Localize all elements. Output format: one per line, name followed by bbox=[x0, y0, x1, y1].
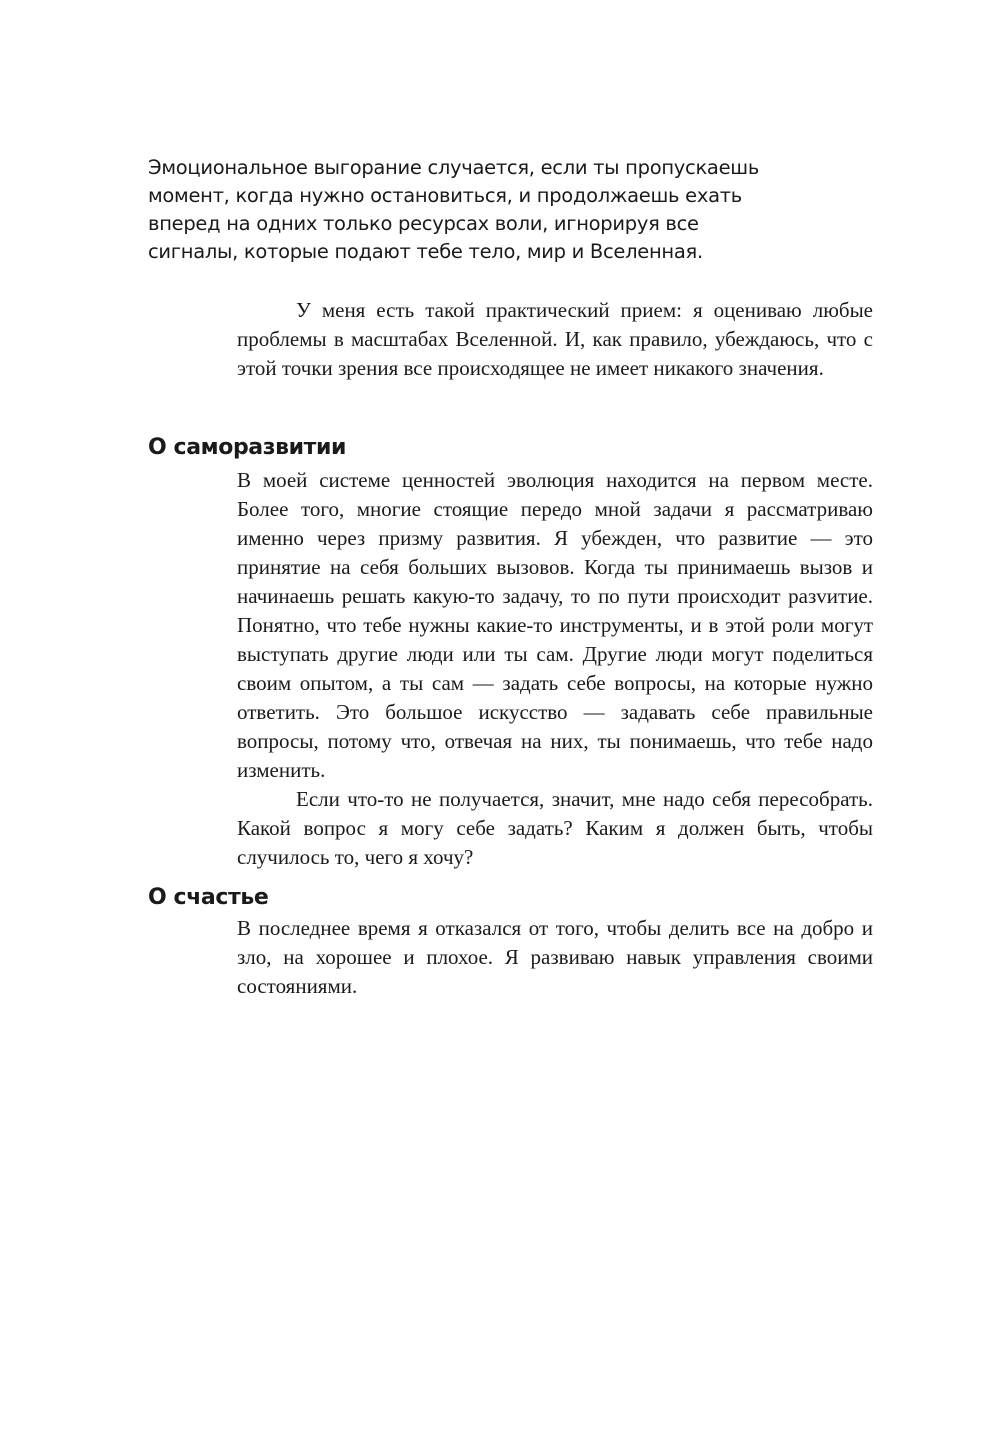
body-paragraph: В моей системе ценностей эволюция находится на первом месте. Более того, многие стоящие передо мной задачи я рассматриваю именно через призму развития. Я убежден, что развитие — это принятие на себя больших вызовов. Когда ты принимаешь вызов и начинаешь решать какую-то задачу, то по пути происходит разvитие. Понятно, что тебе нужны какие-то инструменты, и в этой роли могут выступать другие люди или ты сам. Другие люди могут поделиться своим опытом, а ты сам — задать себе вопросы, на которые нужно ответить. Это большое искусство — задавать себе правильные вопросы, потому что, отвечая на них, ты понимаешь, что тебе надо изменить. bbox=[237, 468, 873, 782]
intro-line: момент, когда нужно остановиться, и продолжаешь ехать bbox=[148, 184, 742, 207]
body-paragraph: В последнее время я отказался от того, чтобы делить все на добро и зло, на хорошее и плохое. Я развиваю навык управления своими состояниями. bbox=[237, 916, 873, 998]
intro-line: Эмоциональное выгорание случается, если ты пропускаешь bbox=[148, 156, 760, 179]
body-paragraph: Если что-то не получается, значит, мне надо себя пересобрать. Какой вопрос я могу себе задать? Каким я должен быть, чтобы случилось то, чего я хочу? bbox=[237, 787, 873, 869]
intro-line: сигналы, которые подают тебе тело, мир и Вселенная. bbox=[148, 240, 703, 263]
section-heading-self-development: О саморазвитии bbox=[148, 435, 347, 460]
intro-line: вперед на одних только ресурсах воли, игнорируя все bbox=[148, 212, 699, 235]
intro-paragraph bbox=[148, 154, 798, 266]
section-self-development bbox=[237, 466, 873, 872]
quote-paragraph: У меня есть такой практический прием: я оцениваю любые проблемы в масштабах Вселенной. И, как правило, убеждаюсь, что с этой точки зрения все происходящее не имеет никакого значения. bbox=[237, 298, 873, 380]
section-happiness bbox=[237, 914, 873, 1001]
section-heading-happiness: О счастье bbox=[148, 885, 269, 910]
